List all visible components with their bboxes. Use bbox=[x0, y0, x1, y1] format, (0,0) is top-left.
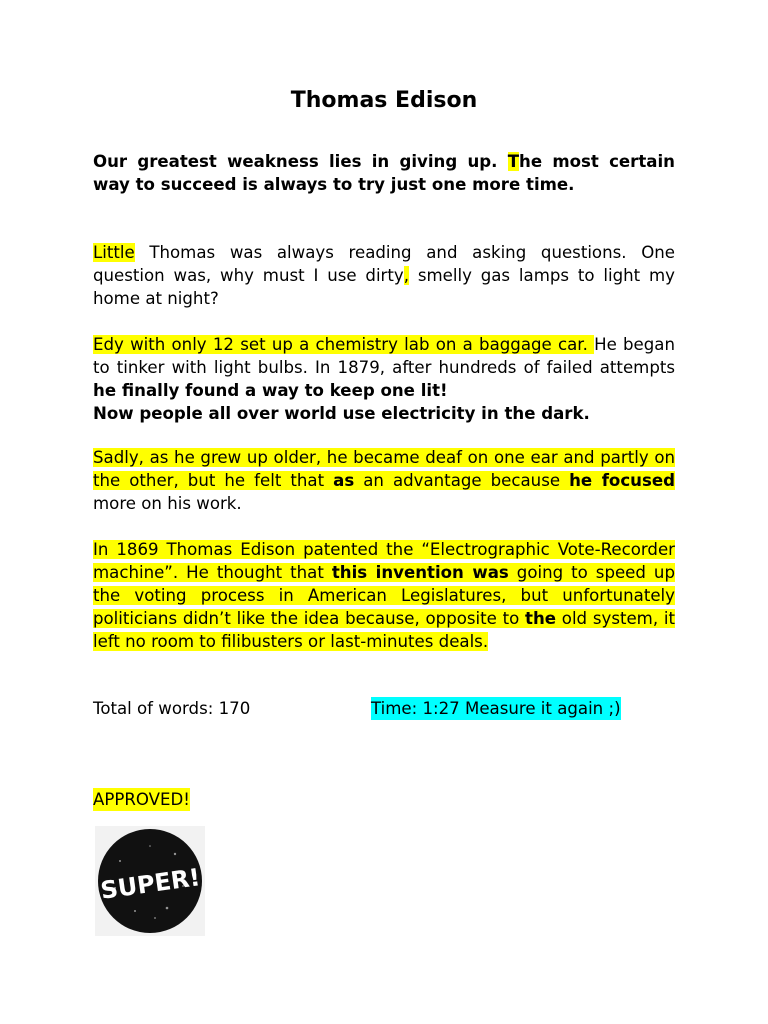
para3-text-2: an advantage because bbox=[354, 471, 570, 490]
quote-highlight-letter: T bbox=[507, 152, 520, 171]
para1-comma-highlight: , bbox=[403, 266, 409, 285]
super-sticker-svg bbox=[95, 826, 205, 936]
paragraph-2 bbox=[93, 333, 675, 425]
para2-bold-2: Now people all over world use electricity in the dark. bbox=[93, 404, 590, 423]
para4-text-3: old system, it left no room to filibusters or last-minutes deals. bbox=[93, 609, 675, 651]
super-sticker-icon bbox=[95, 826, 205, 936]
quote-paragraph bbox=[93, 150, 675, 196]
para3-bold-2: he focused bbox=[569, 471, 675, 490]
word-count: Total of words: 170 bbox=[93, 699, 251, 718]
para1-text-1: Thomas was always reading and asking questions. One question was, why must I use dirty bbox=[93, 243, 675, 285]
reading-time: Time: 1:27 Measure it again ;) bbox=[371, 699, 621, 718]
para2-highlight: Edy with only 12 set up a chemistry lab on a baggage car. bbox=[93, 335, 595, 354]
para4-bold-2: the bbox=[525, 609, 557, 628]
para4-text-1: In 1869 Thomas Edison patented the “Electrographic Vote-Recorder machine”. He thought that bbox=[93, 540, 675, 582]
paragraph-1 bbox=[93, 241, 675, 310]
paragraph-3 bbox=[93, 446, 675, 515]
para2-bold-1: he finally found a way to keep one lit! bbox=[93, 381, 448, 400]
para4-bold-1: this invention was bbox=[331, 563, 509, 582]
para3-bold-1: as bbox=[333, 471, 355, 490]
approved-label: APPROVED! bbox=[93, 790, 190, 809]
paragraph-4 bbox=[93, 538, 675, 653]
para2-text-1: He began to tinker with light bulbs. In 1879, after hundreds of failed attempts bbox=[93, 335, 675, 377]
para4-text-2: going to speed up the voting process in American Legislatures, but unfortunately politicians didn’t like the idea because, opposite to bbox=[93, 563, 675, 628]
quote-text-2: he most certain way to succeed is always to try just one more time. bbox=[93, 152, 675, 194]
sticker-text: SUPER! bbox=[98, 863, 202, 905]
para3-text-3: more on his work. bbox=[93, 494, 242, 513]
para3-text-1: Sadly, as he grew up older, he became deaf on one ear and partly on the other, but he felt that bbox=[93, 448, 675, 490]
page-title: Thomas Edison bbox=[290, 88, 478, 113]
para1-highlight: Little bbox=[93, 243, 135, 262]
quote-text-1: Our greatest weakness lies in giving up. bbox=[93, 152, 508, 171]
para1-text-2: smelly gas lamps to light my home at night? bbox=[93, 266, 675, 308]
